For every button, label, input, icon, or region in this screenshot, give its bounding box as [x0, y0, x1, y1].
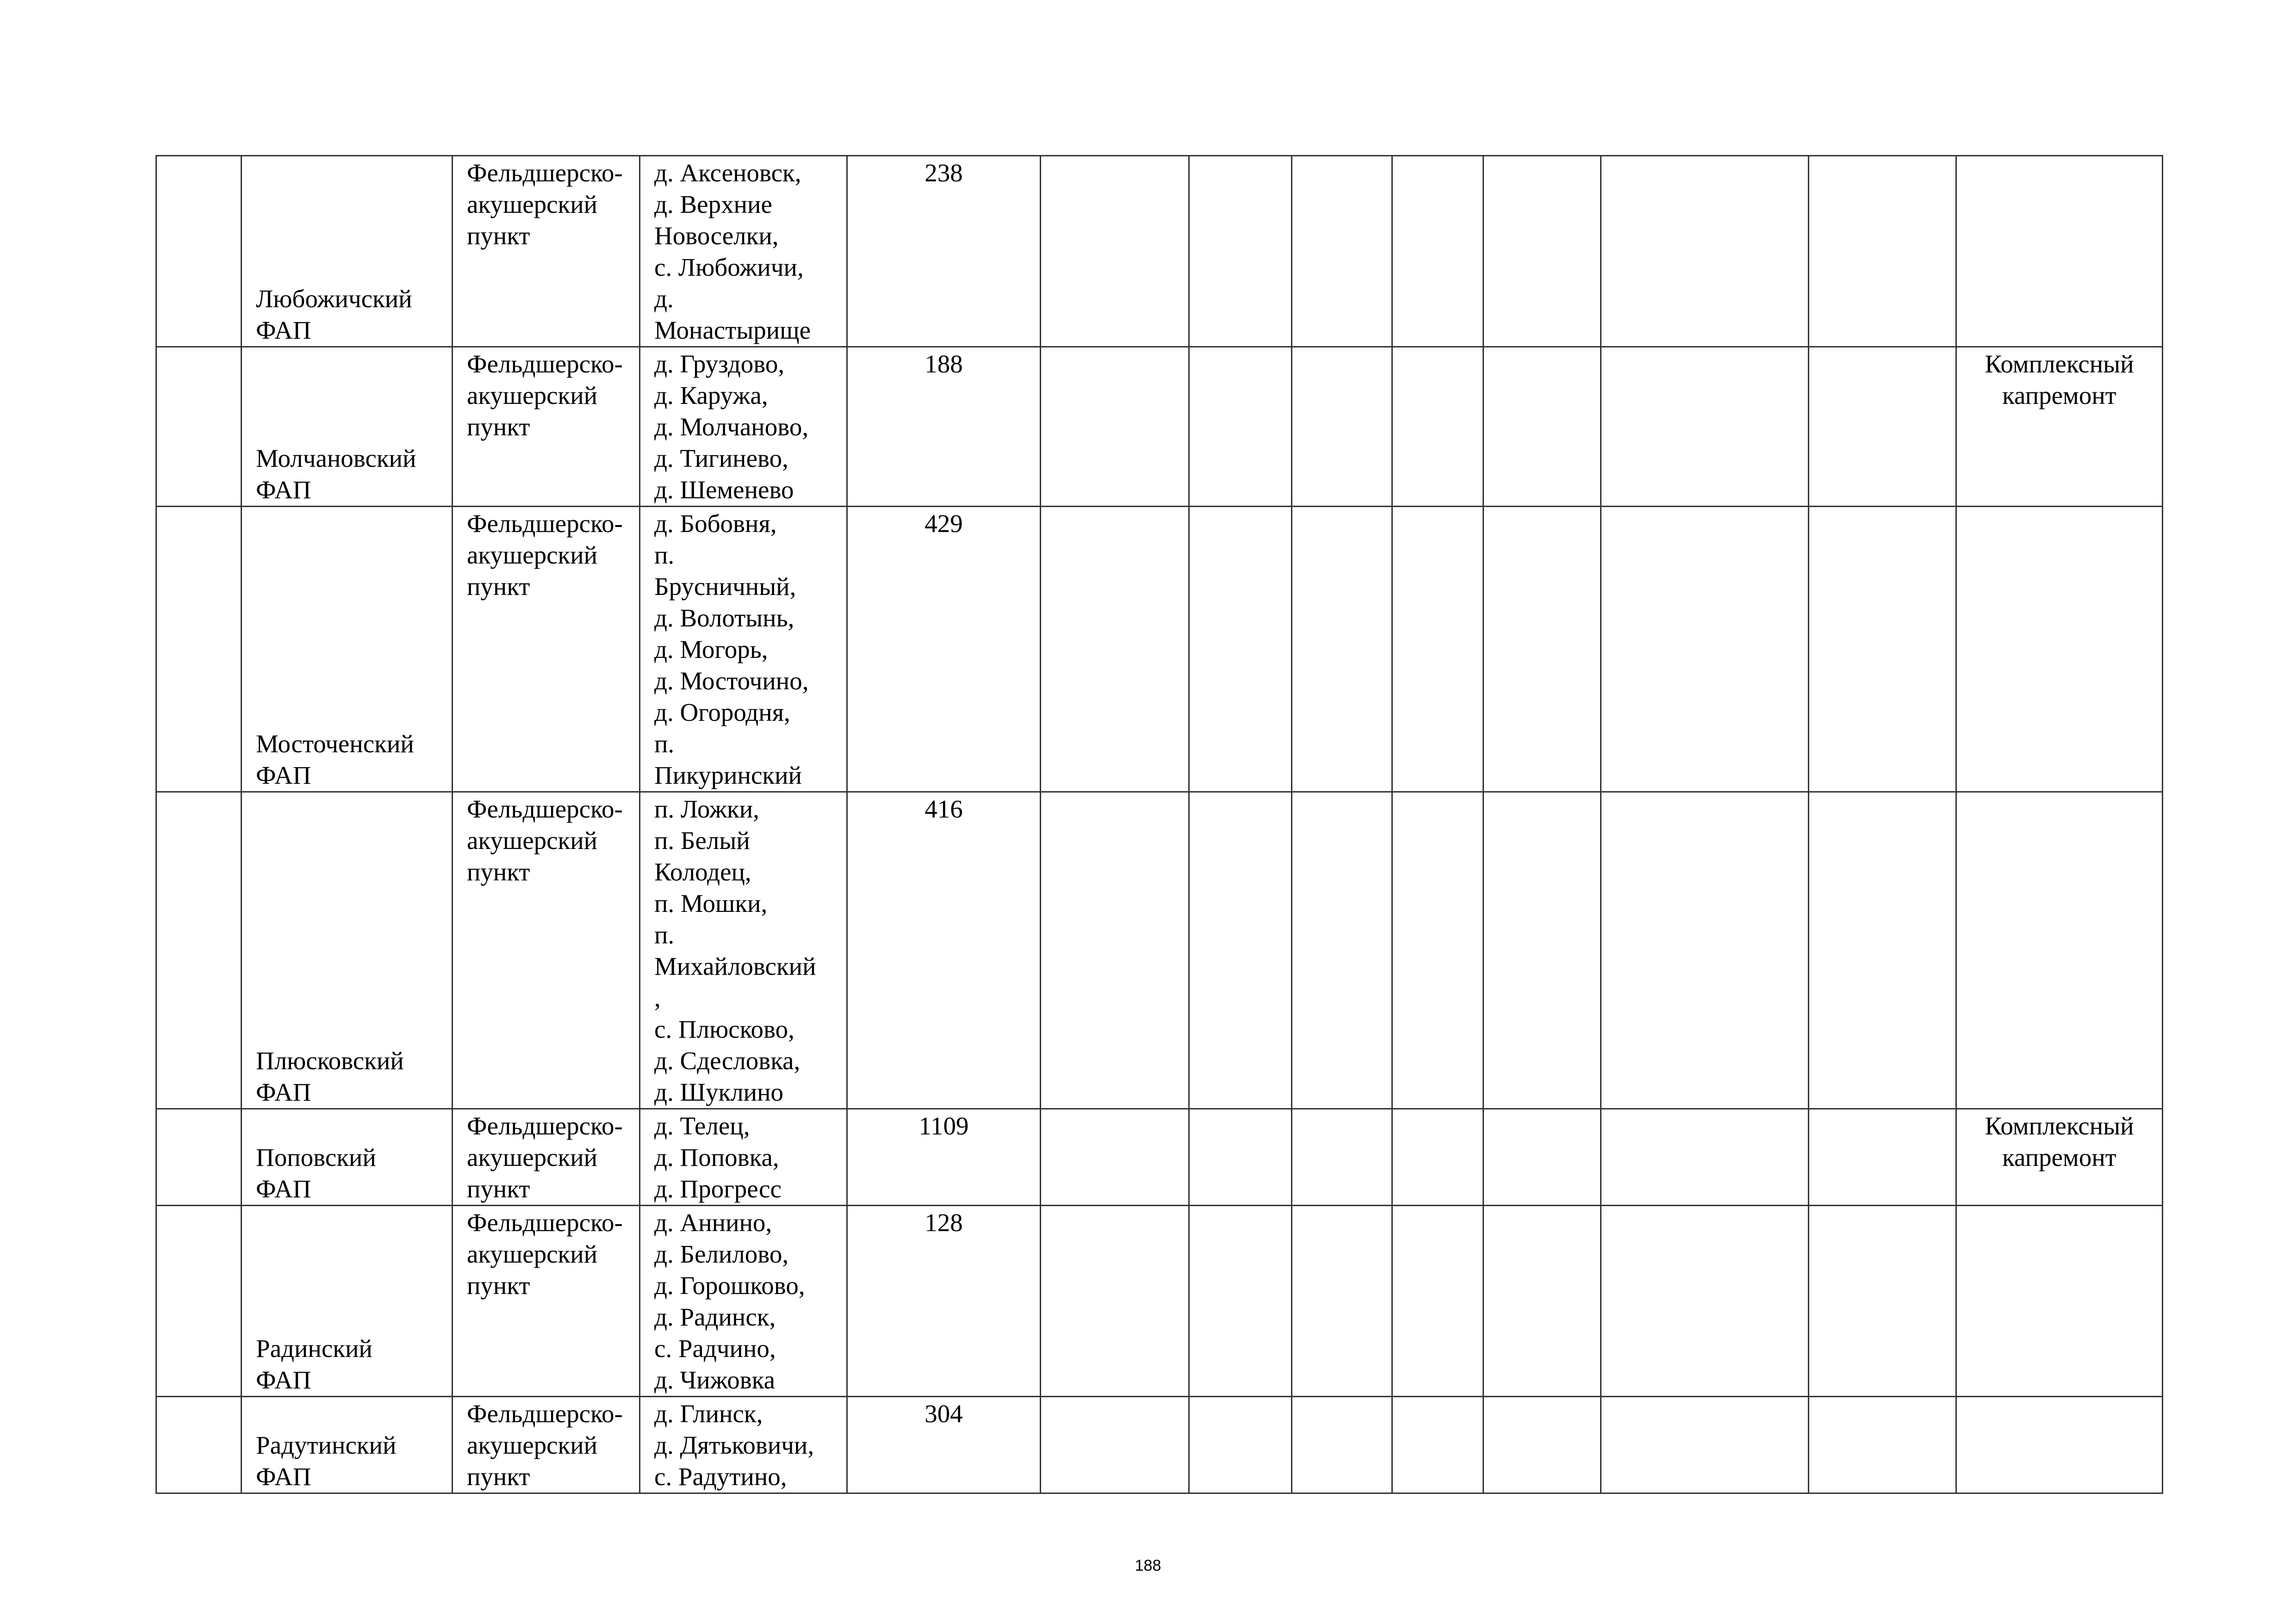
empty-cell: [1041, 347, 1189, 507]
settlements-cell-line: д. Шеменево: [654, 476, 794, 504]
facility-name-cell-line: Мосточенский: [256, 730, 414, 758]
empty-cell: [1189, 156, 1292, 347]
facility-type-cell-line: пункт: [467, 222, 530, 250]
settlements-cell-line: д. Поповка,: [654, 1143, 779, 1171]
facility-name-cell-line: Поповский: [256, 1143, 376, 1171]
page-number: 188: [1135, 1557, 1161, 1574]
settlements-cell-line: д. Волотынь,: [654, 604, 794, 632]
empty-cell: [1483, 1206, 1601, 1397]
settlements-cell-line: п. Мошки,: [654, 889, 768, 917]
settlements-cell-line: Монастырище: [654, 316, 811, 344]
facility-type-cell-line: Фельдшерско-: [467, 1400, 623, 1428]
empty-cell: [1189, 1109, 1292, 1206]
empty-cell: [1601, 1206, 1809, 1397]
facility-type-cell-line: акушерский: [467, 541, 598, 569]
population-cell-line: 238: [925, 159, 963, 187]
facility-name-cell-line: Плюсковский: [256, 1047, 404, 1075]
empty-cell: [1392, 1109, 1483, 1206]
population-cell-line: 304: [925, 1400, 963, 1428]
population-cell-line: 128: [925, 1208, 963, 1237]
empty-cell: [1601, 156, 1809, 347]
empty-cell: [1292, 507, 1392, 792]
facility-type-cell-line: пункт: [467, 572, 530, 601]
settlements-cell: [640, 1206, 847, 1397]
empty-cell: [1392, 792, 1483, 1109]
empty-cell: [1392, 1397, 1483, 1493]
empty-cell: [1483, 1397, 1601, 1493]
settlements-cell-line: д. Телец,: [654, 1112, 750, 1140]
note-cell-line: Комплексный: [1985, 350, 2134, 378]
settlements-cell-line: д. Дятьковичи,: [654, 1431, 814, 1459]
empty-cell: [1809, 347, 1956, 507]
facility-name-cell-line: ФАП: [256, 1078, 311, 1106]
empty-cell: [1483, 507, 1601, 792]
row-number-cell: [156, 792, 242, 1109]
population-cell: [847, 156, 1041, 347]
population-cell: [847, 507, 1041, 792]
facility-name-cell-line: ФАП: [256, 476, 311, 504]
empty-cell: [1809, 156, 1956, 347]
empty-cell: [1292, 1109, 1392, 1206]
settlements-cell-line: д. Сдесловка,: [654, 1047, 800, 1075]
empty-cell: [1392, 347, 1483, 507]
settlements-cell-line: ,: [654, 984, 661, 1012]
facility-type-cell-line: Фельдшерско-: [467, 159, 623, 187]
population-cell: [847, 1206, 1041, 1397]
facility-name-cell-line: ФАП: [256, 1175, 311, 1203]
empty-cell: [1809, 1109, 1956, 1206]
facility-type-cell-line: Фельдшерско-: [467, 350, 623, 378]
facility-type-cell-line: акушерский: [467, 190, 598, 218]
row-number-cell: [156, 347, 242, 507]
empty-cell: [1041, 1206, 1189, 1397]
settlements-cell-line: с. Радутино,: [654, 1462, 787, 1491]
settlements-cell-line: д. Верхние: [654, 190, 772, 218]
empty-cell: [1601, 1397, 1809, 1493]
facility-type-cell-line: пункт: [467, 413, 530, 441]
facility-name-cell: [242, 156, 453, 347]
note-cell: [1956, 1397, 2163, 1493]
empty-cell: [1601, 347, 1809, 507]
settlements-cell-line: п. Ложки,: [654, 795, 759, 823]
facility-name-cell: [242, 507, 453, 792]
table-row: [156, 156, 2163, 347]
empty-cell: [1483, 347, 1601, 507]
note-cell: [1956, 1206, 2163, 1397]
empty-cell: [1392, 156, 1483, 347]
settlements-cell-line: п.: [654, 541, 675, 569]
table-body: [156, 156, 2163, 1493]
facility-type-cell-line: пункт: [467, 858, 530, 886]
facility-type-cell-line: акушерский: [467, 1240, 598, 1268]
facility-type-cell-line: пункт: [467, 1175, 530, 1203]
facility-type-cell-line: Фельдшерско-: [467, 1112, 623, 1140]
facility-type-cell-line: Фельдшерско-: [467, 1208, 623, 1237]
facility-name-cell: [242, 347, 453, 507]
settlements-cell: [640, 507, 847, 792]
empty-cell: [1041, 1109, 1189, 1206]
empty-cell: [1809, 1397, 1956, 1493]
settlements-cell-line: д. Чижовка: [654, 1366, 776, 1394]
population-cell-line: 1109: [918, 1112, 969, 1140]
empty-cell: [1292, 1206, 1392, 1397]
settlements-cell-line: д. Аксеновск,: [654, 159, 801, 187]
settlements-cell-line: Пикуринский: [654, 761, 802, 789]
facility-type-cell-line: акушерский: [467, 1431, 598, 1459]
settlements-cell: [640, 347, 847, 507]
empty-cell: [1809, 792, 1956, 1109]
facility-type-cell: [453, 1206, 640, 1397]
facility-name-cell: [242, 1397, 453, 1493]
facility-name-cell: [242, 792, 453, 1109]
settlements-cell-line: Колодец,: [654, 858, 751, 886]
settlements-cell-line: д. Белилово,: [654, 1240, 789, 1268]
empty-cell: [1809, 1206, 1956, 1397]
facility-type-cell: [453, 507, 640, 792]
facility-type-cell-line: Фельдшерско-: [467, 509, 623, 538]
note-cell: [1956, 792, 2163, 1109]
settlements-cell-line: с. Плюсково,: [654, 1015, 794, 1043]
table-row: [156, 1206, 2163, 1397]
empty-cell: [1483, 156, 1601, 347]
empty-cell: [1483, 792, 1601, 1109]
settlements-cell-line: д. Груздово,: [654, 350, 785, 378]
table-row: [156, 1397, 2163, 1493]
empty-cell: [1189, 507, 1292, 792]
facility-type-cell: [453, 1397, 640, 1493]
population-cell: [847, 1109, 1041, 1206]
empty-cell: [1189, 347, 1292, 507]
facility-type-cell: [453, 156, 640, 347]
facility-type-cell-line: акушерский: [467, 381, 598, 409]
facility-type-cell-line: акушерский: [467, 826, 598, 855]
empty-cell: [1292, 347, 1392, 507]
settlements-cell-line: Новоселки,: [654, 222, 779, 250]
note-cell-line: капремонт: [2002, 1143, 2116, 1171]
empty-cell: [1189, 1397, 1292, 1493]
facility-type-cell-line: пункт: [467, 1271, 530, 1300]
settlements-cell-line: д. Огородня,: [654, 698, 790, 726]
settlements-cell-line: д. Шуклино: [654, 1078, 784, 1106]
empty-cell: [1041, 507, 1189, 792]
facility-type-cell-line: Фельдшерско-: [467, 795, 623, 823]
empty-cell: [1189, 1206, 1292, 1397]
settlements-cell: [640, 1397, 847, 1493]
population-cell-line: 416: [925, 795, 963, 823]
note-cell-line: Комплексный: [1985, 1112, 2134, 1140]
facility-type-cell: [453, 347, 640, 507]
settlements-cell-line: д. Могорь,: [654, 635, 768, 663]
settlements-cell-line: д. Каружа,: [654, 381, 768, 409]
settlements-cell-line: п.: [654, 921, 675, 949]
facility-name-cell-line: ФАП: [256, 316, 311, 344]
facility-name-cell: [242, 1206, 453, 1397]
table-row: [156, 507, 2163, 792]
empty-cell: [1601, 792, 1809, 1109]
empty-cell: [1292, 1397, 1392, 1493]
empty-cell: [1041, 792, 1189, 1109]
empty-cell: [1392, 1206, 1483, 1397]
note-cell: [1956, 347, 2163, 507]
facilities-table: [155, 155, 2163, 1494]
settlements-cell-line: Михайловский: [654, 952, 816, 980]
settlements-cell-line: с. Любожичи,: [654, 253, 804, 281]
empty-cell: [1041, 1397, 1189, 1493]
population-cell: [847, 1397, 1041, 1493]
settlements-cell: [640, 792, 847, 1109]
table-row: [156, 792, 2163, 1109]
settlements-cell-line: д. Радинск,: [654, 1303, 776, 1331]
empty-cell: [1601, 507, 1809, 792]
note-cell: [1956, 507, 2163, 792]
note-cell: [1956, 1109, 2163, 1206]
settlements-cell-line: д. Прогресс: [654, 1175, 782, 1203]
row-number-cell: [156, 507, 242, 792]
facility-type-cell-line: акушерский: [467, 1143, 598, 1171]
empty-cell: [1483, 1109, 1601, 1206]
facility-name-cell-line: Радутинский: [256, 1431, 397, 1459]
population-cell-line: 429: [925, 509, 963, 538]
population-cell: [847, 792, 1041, 1109]
facility-name-cell-line: ФАП: [256, 1366, 311, 1394]
empty-cell: [1292, 156, 1392, 347]
empty-cell: [1292, 792, 1392, 1109]
settlements-cell-line: д. Горошково,: [654, 1271, 805, 1300]
settlements-cell-line: д. Аннино,: [654, 1208, 772, 1237]
settlements-cell: [640, 1109, 847, 1206]
note-cell-line: капремонт: [2002, 381, 2116, 409]
row-number-cell: [156, 1397, 242, 1493]
facility-type-cell: [453, 792, 640, 1109]
settlements-cell-line: Брусничный,: [654, 572, 796, 601]
empty-cell: [1601, 1109, 1809, 1206]
empty-cell: [1189, 792, 1292, 1109]
table-row: [156, 347, 2163, 507]
facility-type-cell-line: пункт: [467, 1462, 530, 1491]
facility-name-cell-line: ФАП: [256, 761, 311, 789]
table-row: [156, 1109, 2163, 1206]
facility-name-cell-line: Любожичский: [256, 285, 412, 313]
population-cell: [847, 347, 1041, 507]
settlements-cell-line: с. Радчино,: [654, 1334, 776, 1363]
settlements-cell-line: д. Мосточино,: [654, 667, 809, 695]
facility-name-cell-line: ФАП: [256, 1462, 311, 1491]
note-cell: [1956, 156, 2163, 347]
settlements-cell-line: д. Молчаново,: [654, 413, 809, 441]
facility-type-cell: [453, 1109, 640, 1206]
row-number-cell: [156, 1206, 242, 1397]
facility-name-cell: [242, 1109, 453, 1206]
empty-cell: [1392, 507, 1483, 792]
settlements-cell-line: п.: [654, 730, 675, 758]
empty-cell: [1809, 507, 1956, 792]
row-number-cell: [156, 1109, 242, 1206]
settlements-cell: [640, 156, 847, 347]
facility-name-cell-line: Радинский: [256, 1334, 372, 1363]
facility-name-cell-line: Молчановский: [256, 444, 416, 472]
settlements-cell-line: д. Глинск,: [654, 1400, 763, 1428]
settlements-cell-line: д. Бобовня,: [654, 509, 777, 538]
empty-cell: [1041, 156, 1189, 347]
settlements-cell-line: д.: [654, 285, 674, 313]
population-cell-line: 188: [925, 350, 963, 378]
settlements-cell-line: п. Белый: [654, 826, 750, 855]
row-number-cell: [156, 156, 242, 347]
settlements-cell-line: д. Тигинево,: [654, 444, 788, 472]
